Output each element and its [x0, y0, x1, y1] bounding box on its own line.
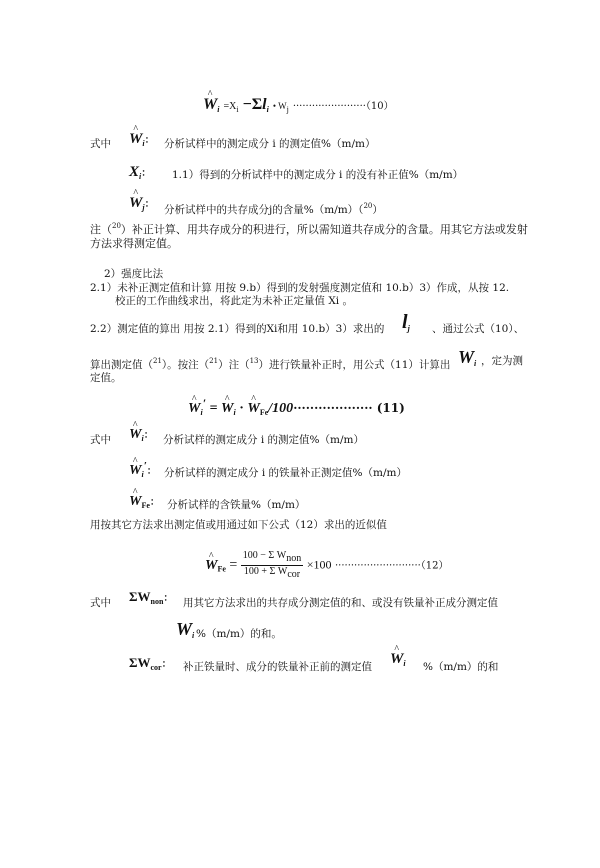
eq10-rhs4-sub: j: [286, 105, 289, 114]
defs1-x-label: X: [129, 164, 140, 180]
eq12-num-text: 100 − Σ W: [242, 550, 287, 561]
p22-l-symbol: [402, 312, 410, 333]
p22-ref1: 21: [153, 357, 162, 365]
eq10-dots: ·······················（10）: [292, 101, 394, 112]
defs1-wj-label: ^ W: [129, 196, 142, 211]
eq10-lhs-sub: i: [217, 105, 220, 114]
defs1-wj-text-b: ）: [372, 204, 383, 216]
defs3-cor-text2: %（m/m）的和: [423, 661, 499, 673]
eq12-lhs-sub: Fe: [217, 564, 226, 574]
defs1-x-symbol: [129, 165, 151, 181]
defs3-cor-w: ^ W: [390, 652, 403, 667]
eq11-div: /100: [268, 401, 294, 416]
defs3-cor-text: 补正铁量时、成分的铁量补正前的测定值: [183, 661, 372, 673]
defs2-wfe-text: 分析试样的含铁量%（m/m）: [167, 499, 306, 511]
eq10-rhs4: • W: [272, 101, 287, 111]
p22-sym2: W: [458, 347, 475, 367]
defs2-w-symbol: [129, 428, 154, 443]
eq12-num: [241, 550, 303, 566]
eq10-rhs3: l: [262, 96, 267, 113]
p22-b: 、通过公式（10）、: [432, 323, 525, 335]
defs2-wp-symbol: [129, 461, 157, 479]
defs3-non-w-sub: i: [192, 631, 195, 640]
p22-line2: [90, 354, 450, 372]
p22-line3: 定值。: [90, 372, 122, 384]
defs3-non-w-symbol: [176, 620, 194, 640]
section2-heading: 2）强度比法: [104, 268, 164, 280]
defs3-cor-w-symbol: [390, 652, 406, 668]
p22-line2-d: ）进行铁量补正时，用公式（11）计算出: [258, 359, 451, 371]
defs3-non-text2: %（m/m）的和。: [196, 628, 282, 640]
defs3-non-label: ΣW: [129, 589, 151, 604]
eq10-rhs1-sub: i: [236, 105, 239, 114]
eq12-den-sub: cor: [287, 569, 301, 580]
defs1-x-colon: ：: [141, 168, 152, 179]
defs2-wp-colon: ：: [146, 466, 157, 477]
eq12-eq: =: [225, 557, 238, 573]
defs1-w-sub: i: [142, 139, 145, 148]
defs2-wfe-label: ^ W: [129, 495, 141, 509]
p22-ref2: 21: [209, 357, 219, 365]
eq11-wfe: ^ W: [247, 402, 259, 416]
eq11-dots: ··················· (11): [293, 401, 405, 415]
note20-line1: [90, 219, 528, 237]
defs3-cor-label: ΣW: [129, 655, 151, 670]
defs2-wfe-symbol: [129, 495, 160, 510]
eq12-intro: 用按其它方法求出测定值或用通过如下公式（12）求出的近似值: [90, 519, 387, 531]
note20-b: ）补正计算、用共存成分的积进行，所以需知道共存成分的含量。用其它方法或发射: [120, 223, 528, 236]
defs1-wj-text: [164, 199, 383, 217]
equation-12: [205, 550, 449, 581]
defs1-x-sub: i: [139, 172, 142, 181]
defs3-cor-w-sub: i: [403, 659, 406, 668]
p22-w-symbol: [458, 348, 476, 368]
eq12-num-sub: non: [286, 553, 302, 564]
eq11-eq: =: [206, 401, 222, 416]
defs1-w-label: ^ W: [129, 132, 142, 147]
eq12-dots: ···························（12）: [334, 560, 449, 572]
defs3-non-symbol: [129, 590, 173, 606]
p22-sym-sub: j: [407, 324, 410, 333]
defs2-wp-label: ^ W: [129, 464, 141, 478]
defs3-non-sub: non: [150, 597, 164, 606]
defs1-wj-symbol: [129, 196, 155, 212]
p22-sym2-sub: i: [474, 359, 477, 368]
p22-line2-b: ）。按注（: [161, 359, 210, 371]
eq10-lhs: ^ W: [203, 97, 217, 113]
defs2-wp-prime: ′: [143, 460, 147, 472]
defs1-prefix: 式中: [90, 138, 111, 150]
note20-ref: 20: [112, 222, 121, 230]
defs3-non-w: W: [176, 619, 193, 639]
defs3-non-text: 用其它方法求出的共存成分测定值的和、或没有铁量补正成分测定值: [183, 597, 498, 609]
eq12-times: ×100: [306, 557, 332, 572]
eq12-lhs: ^ W: [205, 559, 217, 573]
defs1-wj-text-a: 分析试样中的共存成分j的含量%（m/m）（: [164, 204, 364, 216]
defs3-prefix: 式中: [90, 597, 111, 609]
p22-line2-e: ，定为测: [481, 355, 523, 367]
eq11-lhs: ^ W: [188, 402, 200, 416]
p22-ref3: 13: [249, 357, 259, 365]
equation-10: [203, 97, 394, 114]
p21-line2: 校正的工作曲线求出，将此定为未补正定量值 Xi 。: [115, 295, 354, 307]
defs1-w-symbol: [129, 132, 155, 148]
defs2-w-text: 分析试样的测定成分 i 的测定值%（m/m）: [163, 434, 364, 446]
eq11-wfe-sub: Fe: [259, 408, 269, 417]
note20-a: 注（: [90, 223, 112, 236]
p22-line1: [90, 322, 384, 336]
defs3-cor-sub: cor: [150, 663, 162, 672]
eq11-dot: ·: [235, 401, 248, 416]
eq10-rhs1: =X: [223, 101, 237, 112]
defs2-w-colon: ：: [143, 430, 154, 441]
defs2-w-sub: i: [141, 434, 144, 443]
defs2-prefix: 式中: [90, 434, 111, 446]
defs1-wj-colon: ：: [144, 199, 155, 210]
defs2-wfe-sub: Fe: [141, 501, 150, 510]
eq11-lhs-sub: i: [200, 408, 203, 417]
p22-sym: l: [402, 311, 408, 333]
eq10-rhs3-sub: i: [266, 105, 269, 114]
defs3-cor-symbol: [129, 656, 172, 672]
defs2-wp-text: 分析试样的测定成分 i 的铁量补正测定值%（m/m）: [164, 467, 407, 479]
defs1-wj-ref: 20: [363, 202, 373, 210]
equation-11: [188, 397, 405, 417]
p22-line2-c: ）注（: [218, 359, 250, 371]
defs3-cor-colon: ：: [161, 659, 172, 670]
eq11-lhs-prime: ′: [202, 396, 207, 410]
defs2-wp-sub: i: [141, 470, 144, 479]
eq11-w-sub: i: [233, 408, 236, 417]
eq12-den-text: 100 + Σ W: [243, 566, 288, 577]
note20-line2: 方法求得测定值。: [90, 237, 178, 250]
p22-line2-a: 算出测定值（: [90, 359, 153, 371]
eq12-fraction: [241, 550, 303, 581]
defs2-w-label: ^ W: [129, 428, 141, 442]
eq11-w: ^ W: [221, 402, 233, 416]
defs2-wfe-colon: ：: [149, 497, 160, 508]
defs3-non-colon: ：: [163, 593, 174, 604]
p21-line1: 2.1）未补正测定值和计算 用按 9.b）得到的发射强度测定值和 10.b）3）作成，从按 12.: [90, 282, 510, 294]
defs1-x-text: 1.1）得到的分析试样中的测定成分 i 的没有补正值%（m/m）: [172, 169, 464, 181]
defs1-w-text: 分析试样中的测定成分 i 的测定值%（m/m）: [164, 138, 376, 150]
defs1-w-colon: ：: [144, 135, 155, 146]
defs1-wj-sub: j: [142, 203, 145, 212]
eq12-den: [241, 566, 303, 581]
p22-a: 2.2）测定值的算出 用按 2.1）得到的Xi和用 10.b）3）求出的: [90, 323, 385, 335]
eq10-rhs2: −Σ: [242, 96, 263, 113]
